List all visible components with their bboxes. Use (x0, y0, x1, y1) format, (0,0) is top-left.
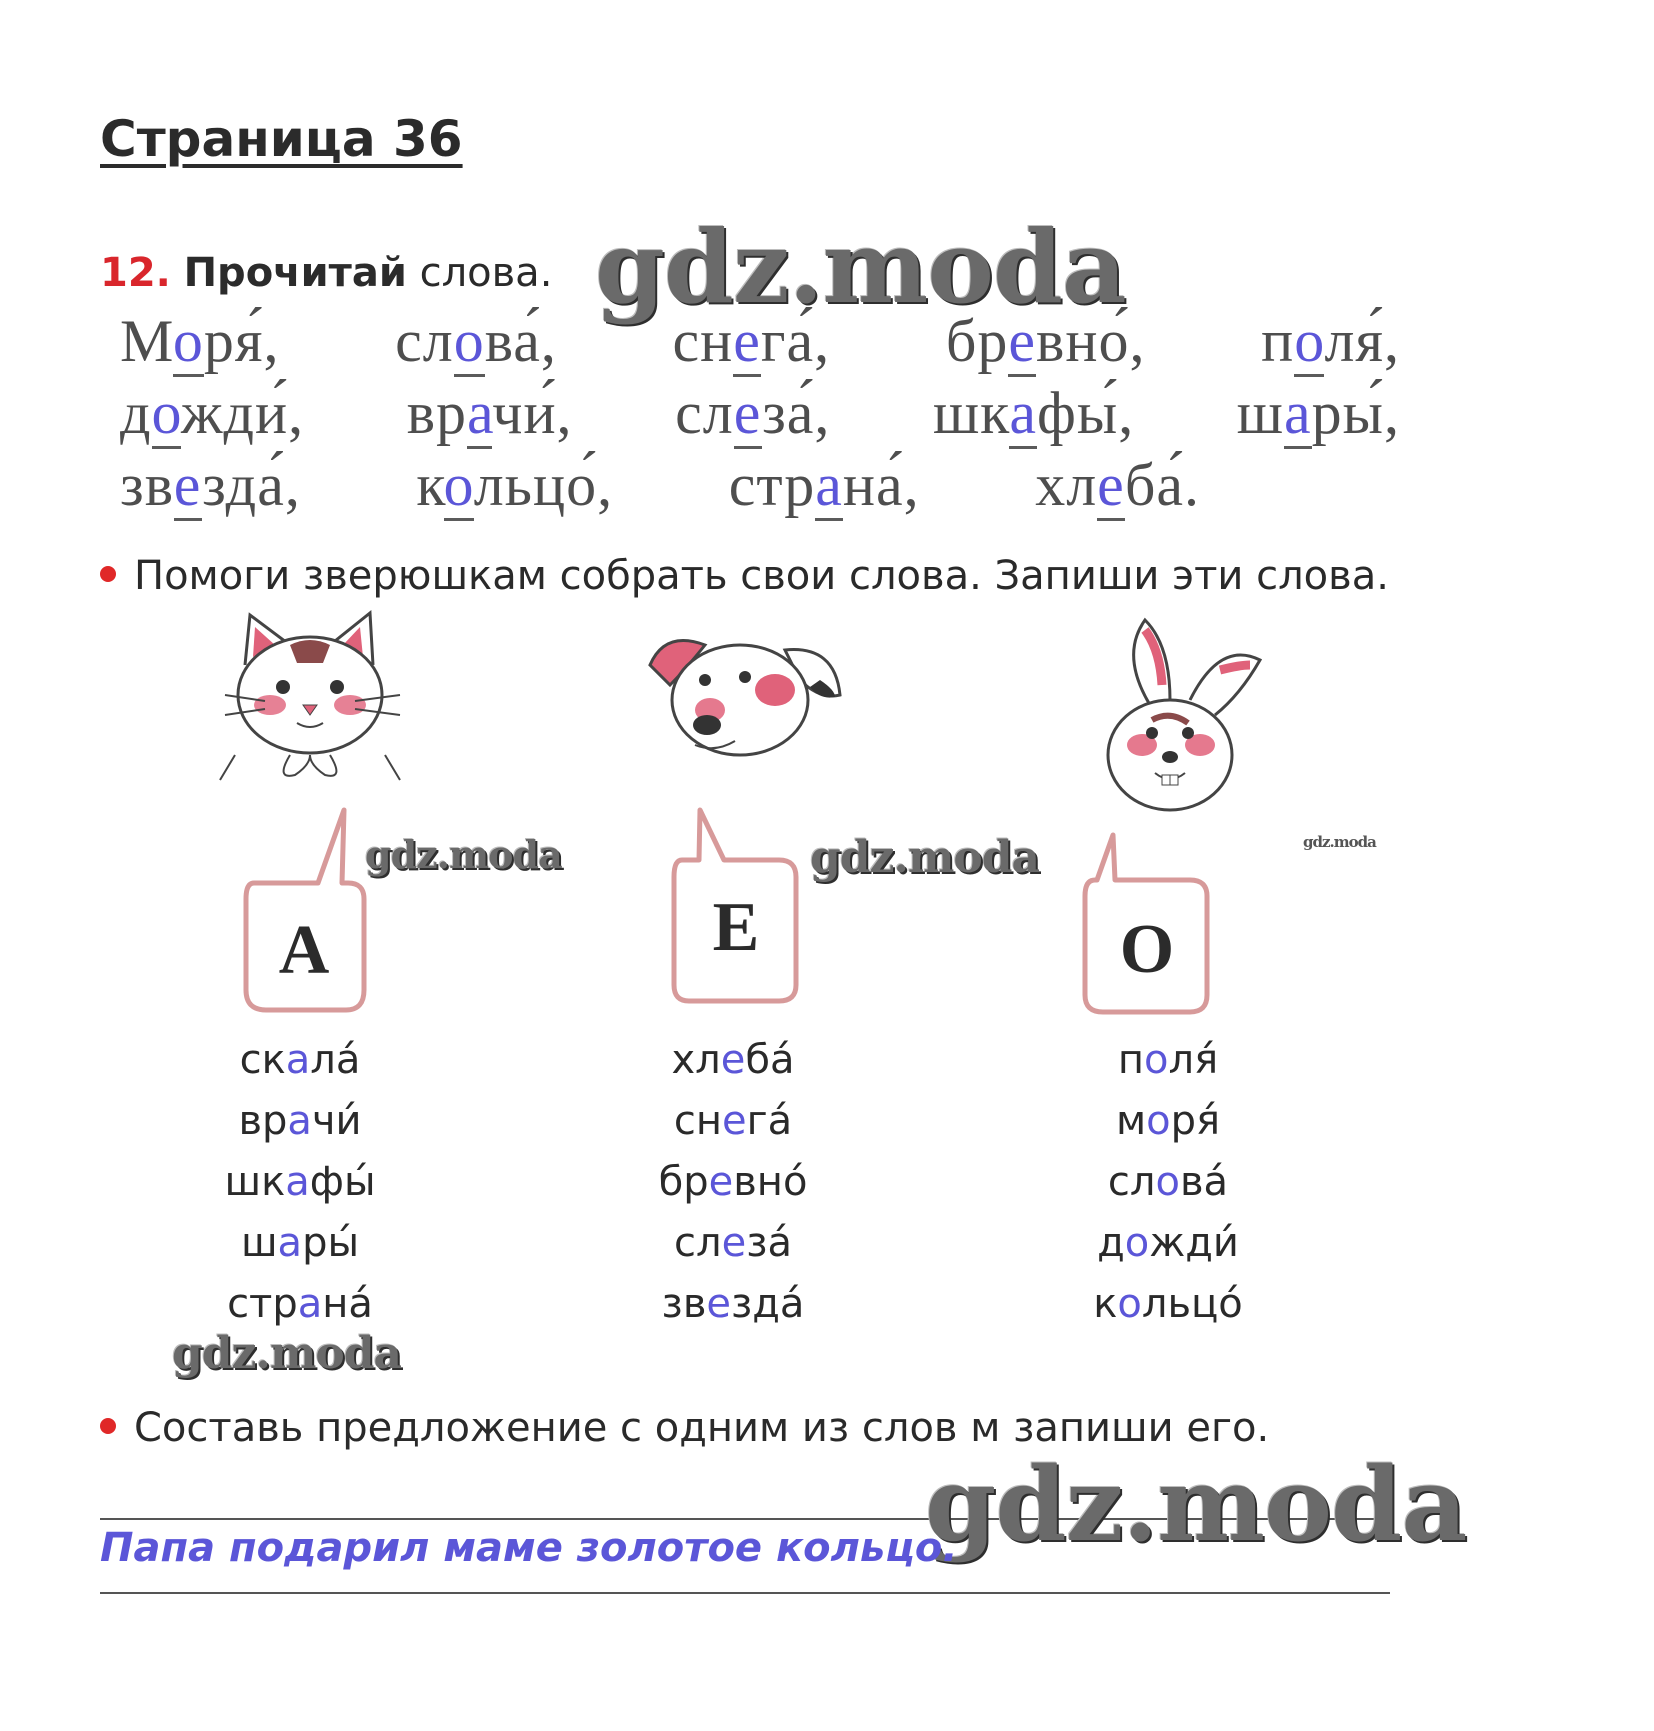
page-title: Страница 36 (100, 110, 463, 168)
column-word: снега́ (673, 1098, 793, 1144)
speech-bubble-a (236, 805, 376, 1020)
word: страна́, (729, 449, 920, 521)
word: шары́, (1237, 377, 1400, 449)
column-word: страна́ (227, 1281, 373, 1327)
speech-bubble-o (1075, 830, 1220, 1020)
watermark: gdz.moda (172, 1328, 402, 1379)
word: дожди́, (120, 377, 304, 449)
column-o (1018, 1030, 1318, 1335)
column-word: моря́ (1115, 1098, 1221, 1144)
kitten-icon (205, 605, 415, 795)
word-list (120, 305, 1400, 521)
column-word: поля́ (1117, 1037, 1219, 1083)
bullet-icon (100, 1418, 116, 1434)
word: кольцо́, (416, 449, 613, 521)
word-line (120, 377, 1400, 449)
column-word: кольцо́ (1093, 1281, 1243, 1327)
bullet-icon (100, 566, 116, 582)
bubble-letter-e: Е (712, 889, 760, 966)
word: хлеба́. (1035, 449, 1200, 521)
watermark: gdz.moda (365, 832, 562, 877)
column-e (583, 1030, 883, 1335)
watermark: gdz.moda (595, 208, 1126, 326)
answer-line (100, 1592, 1390, 1594)
watermark: gdz.moda (1303, 833, 1376, 851)
word-line (120, 305, 1400, 377)
task-verb: Прочитай (183, 250, 407, 296)
task-header (100, 250, 552, 296)
column-word: шары́ (240, 1220, 360, 1266)
column-word: врачи́ (238, 1098, 362, 1144)
word: слеза́, (675, 377, 830, 449)
column-word: дожди́ (1097, 1220, 1239, 1266)
puppy-icon (635, 625, 850, 775)
column-a (150, 1030, 450, 1335)
watermark: gdz.moda (925, 1445, 1467, 1565)
word: бревно́, (946, 305, 1146, 377)
column-word: скала́ (239, 1037, 361, 1083)
column-word: слеза́ (674, 1220, 792, 1266)
column-word: звезда́ (661, 1281, 805, 1327)
task-rest: слова. (406, 250, 553, 296)
column-word: бревно́ (658, 1159, 808, 1205)
watermark: gdz.moda (810, 832, 1040, 883)
instruction-2: Составь предложение с одним из слов м запиши его. (100, 1405, 1269, 1451)
bubble-letter-o: О (1119, 911, 1175, 988)
word: врачи́, (407, 377, 573, 449)
bubble-letter-a: А (278, 912, 330, 989)
word: слова́, (395, 305, 557, 377)
word: поля́, (1261, 305, 1400, 377)
instruction-1: Помоги зверюшкам собрать свои слова. Запиши эти слова. (100, 553, 1389, 599)
column-word: слова́ (1107, 1159, 1229, 1205)
column-word: шкафы́ (224, 1159, 376, 1205)
word-line (120, 449, 1200, 521)
task-number: 12. (100, 250, 171, 296)
word: Моря́, (120, 305, 279, 377)
word: звезда́, (120, 449, 301, 521)
speech-bubble-e (664, 805, 809, 1005)
answer-sentence: Папа подарил маме золотое кольцо. (100, 1525, 958, 1571)
word: снега́, (673, 305, 831, 377)
bunny-icon (1090, 615, 1270, 820)
column-word: хлеба́ (671, 1037, 795, 1083)
word: шкафы́, (933, 377, 1134, 449)
